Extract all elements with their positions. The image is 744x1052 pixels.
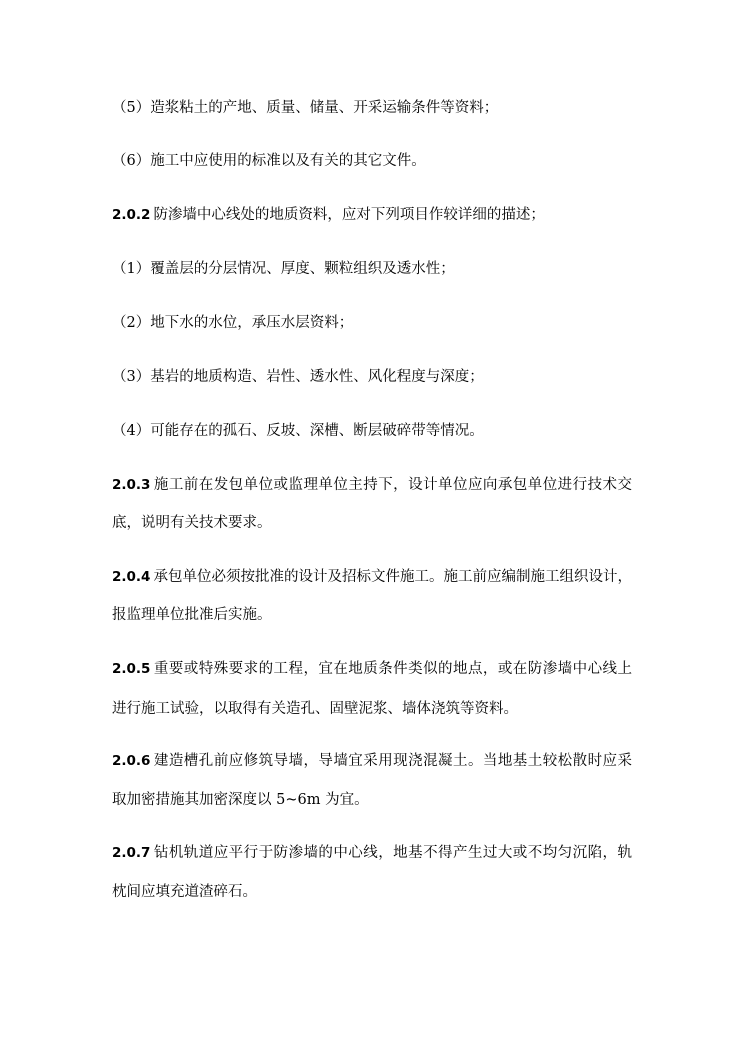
clause-2-0-4: 2.0.4 承包单位必须按批准的设计及招标文件施工。施工前应编制施工组织设计，: [112, 569, 632, 585]
clause-number: 2.0.2: [112, 207, 151, 223]
clause-2-0-2: 2.0.2 防渗墙中心线处的地质资料，应对下列项目作较详细的描述；: [112, 207, 545, 223]
clause-number: 2.0.4: [112, 569, 151, 585]
clause-2-0-3: 2.0.3 施工前在发包单位或监理单位主持下，设计单位应向承包单位进行技术交: [112, 477, 632, 493]
list-item-4: （4）可能存在的孤石、反坡、深槽、断层破碎带等情况。: [112, 423, 484, 439]
clause-2-0-6: 2.0.6 建造槽孔前应修筑导墙，导墙宜采用现浇混凝土。当地基土较松散时应采: [112, 753, 632, 769]
list-item-2: （2）地下水的水位，承压水层资料；: [112, 315, 354, 331]
clause-number: 2.0.5: [112, 661, 151, 677]
clause-2-0-7-continued: 枕间应填充道渣碎石。: [112, 884, 257, 900]
clause-number: 2.0.6: [112, 753, 151, 769]
list-item-6: （6）施工中应使用的标准以及有关的其它文件。: [112, 153, 426, 169]
list-item-1: （1）覆盖层的分层情况、厚度、颗粒组织及透水性；: [112, 261, 455, 277]
clause-number: 2.0.3: [112, 477, 151, 493]
clause-2-0-5-continued: 进行施工试验，以取得有关造孔、固壁泥浆、墙体浇筑等资料。: [112, 701, 518, 717]
clause-2-0-7: 2.0.7 钻机轨道应平行于防渗墙的中心线，地基不得产生过大或不均匀沉陷，轨: [112, 845, 632, 861]
clause-2-0-3-continued: 底，说明有关技术要求。: [112, 515, 272, 531]
clause-2-0-4-continued: 报监理单位批准后实施。: [112, 607, 272, 623]
clause-number: 2.0.7: [112, 845, 151, 861]
list-item-3: （3）基岩的地质构造、岩性、透水性、风化程度与深度；: [112, 369, 484, 385]
clause-2-0-6-continued: 取加密措施其加密深度以 5~6m 为宜。: [112, 792, 369, 808]
clause-2-0-5: 2.0.5 重要或特殊要求的工程，宜在地质条件类似的地点，或在防渗墙中心线上: [112, 661, 632, 677]
list-item-5: （5）造浆粘土的产地、质量、储量、开采运输条件等资料；: [112, 100, 499, 116]
